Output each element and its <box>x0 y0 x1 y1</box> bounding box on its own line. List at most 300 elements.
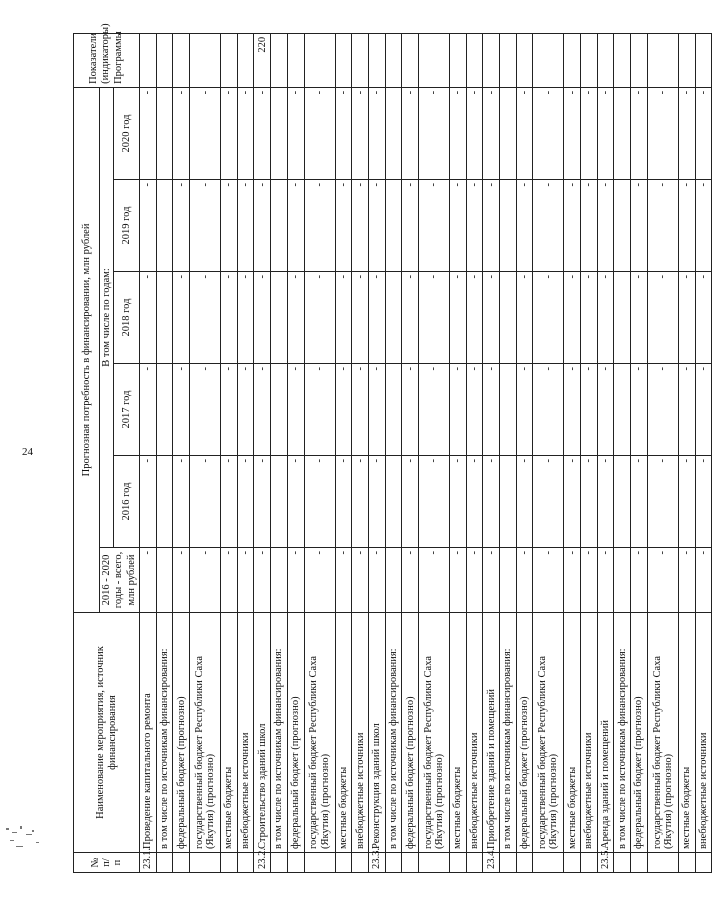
row-value: - <box>254 548 271 613</box>
row-value: - <box>483 87 500 179</box>
row-value: - <box>237 87 254 179</box>
row-value <box>500 272 517 364</box>
row-name: федеральный бюджет (прогнозно) <box>402 613 419 853</box>
row-value: - <box>695 180 712 272</box>
row-value: - <box>516 548 533 613</box>
row-value: - <box>173 456 190 548</box>
row-indicator <box>271 33 288 87</box>
table-row <box>516 33 533 872</box>
row-value: - <box>564 364 581 456</box>
header-name: Наименование мероприятия, источник финансирования <box>74 613 140 853</box>
row-number <box>564 853 581 873</box>
row-value: - <box>597 272 614 364</box>
row-number: 23.5. <box>597 853 614 873</box>
row-value: - <box>418 272 449 364</box>
row-value: - <box>631 180 648 272</box>
row-number <box>678 853 695 873</box>
row-indicator <box>449 33 466 87</box>
row-name: в том числе по источникам финансирования: <box>271 613 288 853</box>
row-value: - <box>221 364 238 456</box>
row-value <box>271 548 288 613</box>
table-row <box>466 33 483 872</box>
row-value: - <box>173 272 190 364</box>
row-name: Аренда зданий и помещений <box>597 613 614 853</box>
row-name: в том числе по источникам финансирования: <box>614 613 631 853</box>
row-indicator <box>581 33 598 87</box>
row-number <box>614 853 631 873</box>
header-year-2016: 2016 год <box>114 456 140 548</box>
row-number: 23.1. <box>140 853 157 873</box>
row-value <box>614 180 631 272</box>
row-value: - <box>695 364 712 456</box>
row-name: местные бюджеты <box>449 613 466 853</box>
row-value: - <box>631 456 648 548</box>
row-value: - <box>516 364 533 456</box>
row-value: - <box>678 180 695 272</box>
row-value <box>385 180 402 272</box>
row-value: - <box>466 548 483 613</box>
row-value <box>385 548 402 613</box>
row-value: - <box>335 364 352 456</box>
row-value: - <box>564 548 581 613</box>
row-value: - <box>402 456 419 548</box>
row-value: - <box>221 180 238 272</box>
row-value: - <box>533 87 564 179</box>
row-value: - <box>449 272 466 364</box>
row-value <box>500 87 517 179</box>
row-value: - <box>304 364 335 456</box>
row-value: - <box>516 456 533 548</box>
row-value: - <box>564 87 581 179</box>
row-value: - <box>449 456 466 548</box>
row-value: - <box>533 548 564 613</box>
row-value: - <box>352 364 369 456</box>
row-value: - <box>287 272 304 364</box>
row-name: местные бюджеты <box>221 613 238 853</box>
header-number: № п/п <box>74 853 140 873</box>
row-value: - <box>564 180 581 272</box>
row-value: - <box>483 548 500 613</box>
row-number <box>335 853 352 873</box>
row-value: - <box>631 87 648 179</box>
row-number <box>449 853 466 873</box>
row-number: 23.2. <box>254 853 271 873</box>
table-row <box>335 33 352 872</box>
row-number <box>500 853 517 873</box>
table-row <box>500 33 517 872</box>
row-value: - <box>190 548 221 613</box>
row-value: - <box>533 364 564 456</box>
row-indicator <box>237 33 254 87</box>
table-row <box>287 33 304 872</box>
table-row <box>271 33 288 872</box>
row-value: - <box>304 87 335 179</box>
row-value: - <box>597 456 614 548</box>
row-name: Реконструкция зданий школ <box>368 613 385 853</box>
row-value: - <box>418 548 449 613</box>
row-number <box>221 853 238 873</box>
row-value: - <box>368 548 385 613</box>
row-value: - <box>140 364 157 456</box>
row-name: Приобретение зданий и помещений <box>483 613 500 853</box>
row-name: федеральный бюджет (прогнозно) <box>516 613 533 853</box>
row-value: - <box>190 456 221 548</box>
row-indicator <box>516 33 533 87</box>
row-value <box>614 548 631 613</box>
row-value: - <box>695 456 712 548</box>
row-value: - <box>597 364 614 456</box>
row-value: - <box>221 87 238 179</box>
row-value: - <box>287 548 304 613</box>
table-row <box>352 33 369 872</box>
row-value: - <box>254 180 271 272</box>
row-value <box>614 87 631 179</box>
row-value: - <box>140 180 157 272</box>
row-number <box>581 853 598 873</box>
row-value: - <box>597 87 614 179</box>
row-value: - <box>533 456 564 548</box>
table-row <box>368 33 385 872</box>
row-value: - <box>190 272 221 364</box>
row-indicator <box>335 33 352 87</box>
row-value: - <box>483 272 500 364</box>
row-name: федеральный бюджет (прогнозно) <box>631 613 648 853</box>
row-value: - <box>631 548 648 613</box>
row-value: - <box>581 364 598 456</box>
financing-table <box>73 23 712 873</box>
row-value: - <box>483 364 500 456</box>
row-indicator <box>156 33 173 87</box>
table-row <box>173 33 190 872</box>
row-value <box>385 456 402 548</box>
row-value: - <box>287 364 304 456</box>
row-indicator <box>597 33 614 87</box>
row-value <box>271 180 288 272</box>
row-value: - <box>254 456 271 548</box>
row-number <box>631 853 648 873</box>
row-number <box>156 853 173 873</box>
row-value: - <box>254 87 271 179</box>
row-value: - <box>368 87 385 179</box>
row-value: - <box>581 548 598 613</box>
row-value: - <box>418 456 449 548</box>
row-value: - <box>581 180 598 272</box>
row-name: в том числе по источникам финансирования: <box>500 613 517 853</box>
table-row <box>533 33 564 872</box>
row-indicator <box>385 33 402 87</box>
header-total: 2016 - 2020 годы - всего, млн рублей <box>100 548 140 613</box>
row-name: государственный бюджет Республики Саха (Якутия) (прогнозно) <box>304 613 335 853</box>
row-value <box>614 456 631 548</box>
row-name: местные бюджеты <box>564 613 581 853</box>
row-value: - <box>647 87 678 179</box>
row-number <box>418 853 449 873</box>
row-value: - <box>647 364 678 456</box>
row-value: - <box>418 87 449 179</box>
row-indicator <box>173 33 190 87</box>
row-value: - <box>466 272 483 364</box>
row-value: - <box>402 548 419 613</box>
row-value <box>156 87 173 179</box>
row-value: - <box>581 87 598 179</box>
row-indicator <box>368 33 385 87</box>
row-indicator <box>287 33 304 87</box>
row-value <box>385 87 402 179</box>
table-row <box>483 33 500 872</box>
row-number <box>647 853 678 873</box>
row-value: - <box>647 548 678 613</box>
row-number <box>173 853 190 873</box>
row-value <box>500 456 517 548</box>
row-indicator <box>221 33 238 87</box>
row-value: - <box>237 272 254 364</box>
row-value: - <box>352 180 369 272</box>
row-value: - <box>304 180 335 272</box>
row-value: - <box>368 364 385 456</box>
row-number <box>695 853 712 873</box>
row-name: Проведение капитального ремонта <box>140 613 157 853</box>
row-value: - <box>466 87 483 179</box>
row-value <box>614 272 631 364</box>
row-name: государственный бюджет Республики Саха (Якутия) (прогнозно) <box>418 613 449 853</box>
row-indicator <box>533 33 564 87</box>
row-value: - <box>483 456 500 548</box>
row-value: - <box>402 180 419 272</box>
row-value <box>156 180 173 272</box>
row-name: Строительство зданий школ <box>254 613 271 853</box>
row-value: - <box>597 548 614 613</box>
table-row <box>581 33 598 872</box>
row-name: внебюджетные источники <box>237 613 254 853</box>
row-value: - <box>335 456 352 548</box>
header-indicators: Показатели (индикаторы) Программы <box>74 33 140 87</box>
row-value: - <box>173 364 190 456</box>
table-row <box>418 33 449 872</box>
row-value: - <box>287 180 304 272</box>
row-value: - <box>304 456 335 548</box>
row-value: - <box>678 87 695 179</box>
row-number <box>402 853 419 873</box>
row-number <box>533 853 564 873</box>
row-name: местные бюджеты <box>678 613 695 853</box>
row-value: - <box>237 180 254 272</box>
row-value: - <box>466 456 483 548</box>
table-row <box>597 33 614 872</box>
row-value <box>271 272 288 364</box>
row-number <box>287 853 304 873</box>
row-value: - <box>304 548 335 613</box>
header-forecast: Прогнозная потребность в финансировании, млн рублей <box>74 87 100 612</box>
row-value: - <box>631 364 648 456</box>
row-value: - <box>190 364 221 456</box>
row-value: - <box>335 548 352 613</box>
row-value: - <box>516 272 533 364</box>
row-value: - <box>140 272 157 364</box>
row-value: - <box>237 364 254 456</box>
row-value: - <box>466 364 483 456</box>
row-value: - <box>173 87 190 179</box>
table-row <box>190 33 221 872</box>
row-value <box>500 364 517 456</box>
table-row <box>631 33 648 872</box>
row-value: - <box>418 364 449 456</box>
row-value: - <box>678 272 695 364</box>
row-value: - <box>190 87 221 179</box>
row-indicator <box>500 33 517 87</box>
row-value: - <box>254 364 271 456</box>
row-number <box>385 853 402 873</box>
row-indicator: 220 <box>254 33 271 87</box>
row-value: - <box>237 456 254 548</box>
rotated-table-wrapper <box>73 23 709 873</box>
row-value: - <box>335 272 352 364</box>
row-value <box>385 364 402 456</box>
row-value: - <box>352 87 369 179</box>
row-name: федеральный бюджет (прогнозно) <box>287 613 304 853</box>
row-indicator <box>466 33 483 87</box>
row-value: - <box>695 272 712 364</box>
row-indicator <box>402 33 419 87</box>
row-value: - <box>402 364 419 456</box>
row-value: - <box>449 548 466 613</box>
row-value: - <box>516 87 533 179</box>
row-value: - <box>173 548 190 613</box>
row-value: - <box>695 548 712 613</box>
row-value: - <box>368 456 385 548</box>
row-indicator <box>418 33 449 87</box>
row-number <box>352 853 369 873</box>
row-number <box>271 853 288 873</box>
row-indicator <box>678 33 695 87</box>
row-number <box>190 853 221 873</box>
page-number: 24 <box>22 446 33 458</box>
table-row <box>156 33 173 872</box>
row-indicator <box>304 33 335 87</box>
row-value: - <box>402 272 419 364</box>
row-value: - <box>678 364 695 456</box>
header-year-2017: 2017 год <box>114 364 140 456</box>
row-value <box>156 364 173 456</box>
row-value: - <box>352 548 369 613</box>
row-value <box>500 548 517 613</box>
table-row <box>237 33 254 872</box>
row-value: - <box>237 548 254 613</box>
row-name: внебюджетные источники <box>466 613 483 853</box>
row-name: федеральный бюджет (прогнозно) <box>173 613 190 853</box>
header-by-year: В том числе по годам: <box>100 87 114 547</box>
header-year-2018: 2018 год <box>114 272 140 364</box>
row-value: - <box>402 87 419 179</box>
row-name: внебюджетные источники <box>352 613 369 853</box>
row-value: - <box>352 272 369 364</box>
row-value: - <box>581 272 598 364</box>
row-name: в том числе по источникам финансирования: <box>385 613 402 853</box>
row-value: - <box>254 272 271 364</box>
row-indicator <box>631 33 648 87</box>
table-row <box>140 33 157 872</box>
row-value <box>156 272 173 364</box>
row-value: - <box>678 456 695 548</box>
row-name: в том числе по источникам финансирования: <box>156 613 173 853</box>
row-value: - <box>564 456 581 548</box>
row-indicator <box>190 33 221 87</box>
header-year-2019: 2019 год <box>114 180 140 272</box>
row-value: - <box>483 180 500 272</box>
row-value: - <box>190 180 221 272</box>
row-name: внебюджетные источники <box>581 613 598 853</box>
header-year-2020: 2020 год <box>114 87 140 179</box>
row-number <box>304 853 335 873</box>
row-value: - <box>287 87 304 179</box>
row-number: 23.3. <box>368 853 385 873</box>
row-value: - <box>335 87 352 179</box>
row-value: - <box>564 272 581 364</box>
row-value: - <box>695 87 712 179</box>
row-value <box>500 180 517 272</box>
table-row <box>385 33 402 872</box>
row-value: - <box>533 272 564 364</box>
row-indicator <box>614 33 631 87</box>
row-value: - <box>647 180 678 272</box>
row-value: - <box>173 180 190 272</box>
row-value: - <box>449 87 466 179</box>
row-number <box>466 853 483 873</box>
row-value: - <box>140 456 157 548</box>
row-name: местные бюджеты <box>335 613 352 853</box>
row-value <box>271 87 288 179</box>
scan-noise-mark <box>2 820 48 856</box>
row-value: - <box>221 548 238 613</box>
table-row <box>695 33 712 872</box>
row-value <box>385 272 402 364</box>
row-value: - <box>631 272 648 364</box>
table-row <box>564 33 581 872</box>
row-value: - <box>221 272 238 364</box>
row-value: - <box>287 456 304 548</box>
table-row <box>678 33 695 872</box>
row-value <box>271 364 288 456</box>
row-value: - <box>221 456 238 548</box>
row-value: - <box>368 272 385 364</box>
row-indicator <box>140 33 157 87</box>
row-number: 23.4. <box>483 853 500 873</box>
row-indicator <box>647 33 678 87</box>
row-name: государственный бюджет Республики Саха (Якутия) (прогнозно) <box>647 613 678 853</box>
row-value: - <box>533 180 564 272</box>
table-row <box>647 33 678 872</box>
row-value: - <box>581 456 598 548</box>
row-value: - <box>304 272 335 364</box>
row-value: - <box>418 180 449 272</box>
row-number <box>516 853 533 873</box>
table-row <box>402 33 419 872</box>
row-value <box>271 456 288 548</box>
table-row <box>614 33 631 872</box>
table-row <box>449 33 466 872</box>
table-row <box>304 33 335 872</box>
row-value <box>156 548 173 613</box>
row-value: - <box>352 456 369 548</box>
row-value <box>614 364 631 456</box>
row-indicator <box>352 33 369 87</box>
table-row <box>254 33 271 872</box>
document-stage <box>73 23 709 873</box>
row-indicator <box>695 33 712 87</box>
row-value: - <box>678 548 695 613</box>
row-value: - <box>449 364 466 456</box>
row-value <box>156 456 173 548</box>
row-value: - <box>368 180 385 272</box>
